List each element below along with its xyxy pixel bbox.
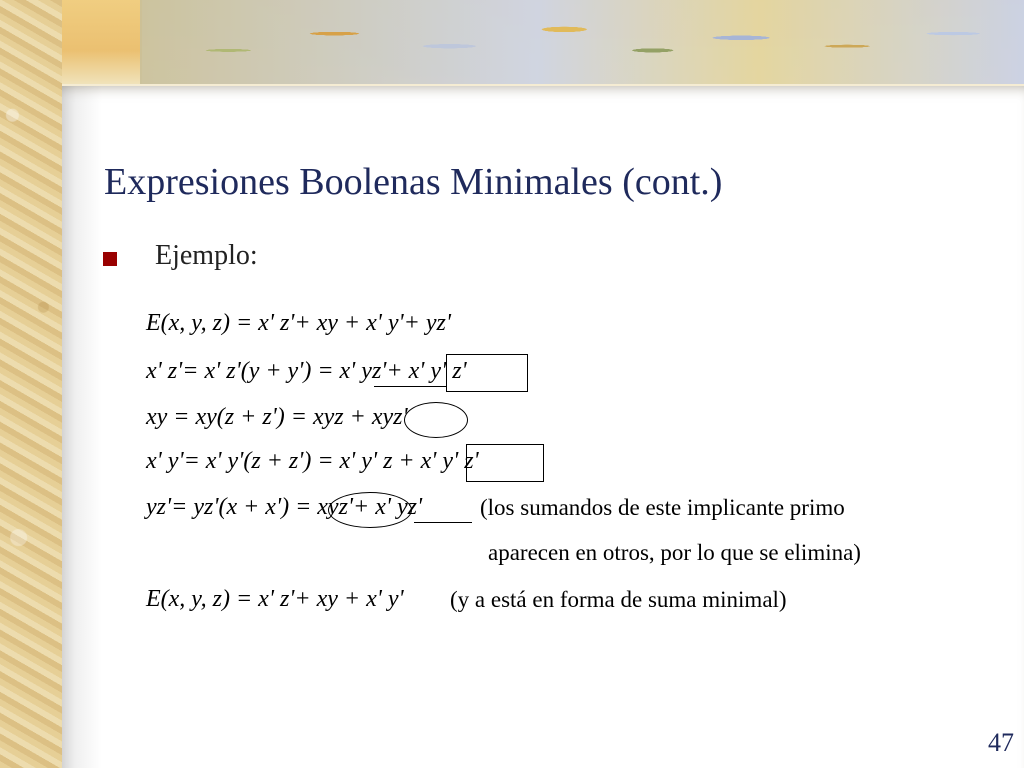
equation-line-5: yz'= yz'(x + x') = xyz'+ x' yz' (146, 494, 423, 520)
bullet-square-icon (103, 252, 117, 266)
note-line-6: (y a está en forma de suma minimal) (450, 587, 787, 612)
equation-line-6: E(x, y, z) = x' z'+ xy + x' y' (146, 586, 404, 612)
equation-line-4: x' y'= x' y'(z + z') = x' y' z + x' y' z' (146, 448, 479, 474)
leaves-banner-image (140, 0, 1024, 84)
circle-highlight-2 (328, 492, 412, 528)
note-line-5: (los sumandos de este implicante primo (480, 495, 845, 520)
box-highlight-1 (446, 354, 528, 392)
underline-highlight-1 (374, 386, 446, 387)
left-texture-decoration (0, 0, 62, 768)
underline-highlight-2 (414, 522, 472, 523)
equation-line-3: xy = xy(z + z') = xyz + xyz' (146, 404, 408, 430)
slide-title: Expresiones Boolenas Minimales (cont.) (104, 161, 723, 203)
box-highlight-2 (466, 444, 544, 482)
equation-line-2: x' z'= x' z'(y + y') = x' yz'+ x' y' z' (146, 358, 467, 384)
circle-highlight-1 (404, 402, 468, 438)
slide-number: 47 (988, 728, 1014, 757)
bullet-text: Ejemplo: (155, 240, 258, 271)
equation-line-1: E(x, y, z) = x' z'+ xy + x' y'+ yz' (146, 310, 452, 336)
note-line-5b: aparecen en otros, por lo que se elimina) (488, 540, 861, 565)
